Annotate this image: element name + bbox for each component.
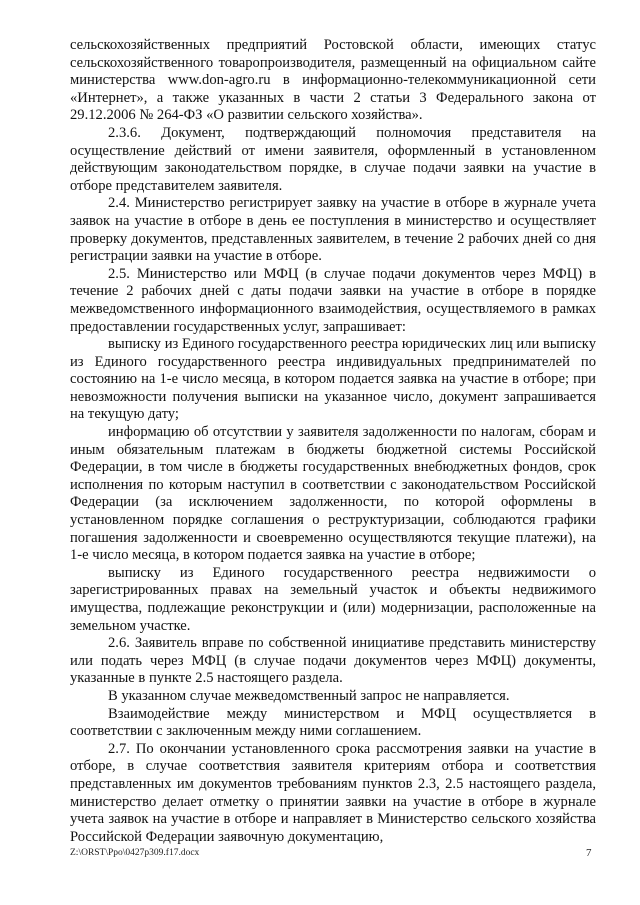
- paragraph-egrn-extract: выписку из Единого государственного реестра недвижимости о зарегистрированных правах на земельный участок и объекты недвижимого имущества, подлежащие реконструкции и (или) модернизации, расположенные на земельном участке.: [70, 564, 596, 634]
- paragraph-egrul-extract: выписку из Единого государственного реестра юридических лиц или выписку из Единого государственного реестра индивидуальных предпринимателей по состоянию на 1-е число месяца, в котором подается заявка на участие в отборе; при невозможности получения выписки на указанное число, документ запрашивается на текущую дату;: [70, 336, 596, 423]
- page-number: 7: [586, 847, 592, 859]
- paragraph-mfc-interaction: Взаимодействие между министерством и МФЦ осуществляется в соответствии с заключенным между ними соглашением.: [70, 705, 596, 740]
- paragraph-2-3-6: 2.3.6. Документ, подтверждающий полномочия представителя на осуществление действий от имени заявителя, оформленный в установленном действующим законодательством порядке, в случае подачи заявки на участие в отборе представителем заявителя.: [70, 124, 596, 194]
- paragraph-2-4: 2.4. Министерство регистрирует заявку на участие в отборе в журнале учета заявок на участие в отборе в день ее поступления в министерство и осуществляет проверку документов, представленных заявителем, в течение 2 рабочих дней со дня регистрации заявки на участие в отборе.: [70, 195, 596, 265]
- paragraph-2-6: 2.6. Заявитель вправе по собственной инициативе представить министерству или подать через МФЦ (в случае подачи документов через МФЦ) документы, указанные в пункте 2.5 настоящего раздела.: [70, 635, 596, 687]
- footer-file-path: Z:\ORST\Ppo\0427p309.f17.docx: [70, 848, 200, 858]
- paragraph-2-7: 2.7. По окончании установленного срока рассмотрения заявки на участие в отборе, в случае соответствия заявителя критериям отбора и соответствия представленных им документов требованиям пунктов 2.3, 2.5 настоящего раздела, министерство делает отметку о принятии заявки на участие в отборе в журнале учета заявок на участие в отборе и направляет в Министерство сельского хозяйства Российской Федерации заявочную документацию,: [70, 740, 596, 845]
- paragraph-tax-debt-info: информацию об отсутствии у заявителя задолженности по налогам, сборам и иным обязательным платежам в бюджеты бюджетной системы Российской Федерации, в том числе в бюджеты государственных внебюджетных фондов, срок исполнения по которым наступил в соответствии с законодательством Российской Федерации (за исключением задолженности, по которой оформлены в установленном порядке соглашения о реструктуризации, соблюдаются графики погашения задолженности и своевременно осуществляются текущие платежи), на 1-е число месяца, в котором подается заявка на участие в отборе;: [70, 424, 596, 564]
- paragraph-no-request: В указанном случае межведомственный запрос не направляется.: [108, 687, 510, 704]
- paragraph-2-5: 2.5. Министерство или МФЦ (в случае подачи документов через МФЦ) в течение 2 рабочих дней с даты подачи заявки на участие в отборе в порядке межведомственного информационного взаимодействия, осуществляемого в рамках предоставлении государственных услуг, запрашивает:: [70, 265, 596, 335]
- paragraph-continuation: сельскохозяйственных предприятий Ростовской области, имеющих статус сельскохозяйственного товаропроизводителя, размещенный на официальном сайте министерства www.don-agro.ru в информационно-телекоммуникационной сети «Интернет», а также указанных в части 2 статьи 3 Федерального закона от 29.12.2006 № 264-ФЗ «О развитии сельского хозяйства».: [70, 37, 596, 124]
- document-body: [70, 37, 596, 846]
